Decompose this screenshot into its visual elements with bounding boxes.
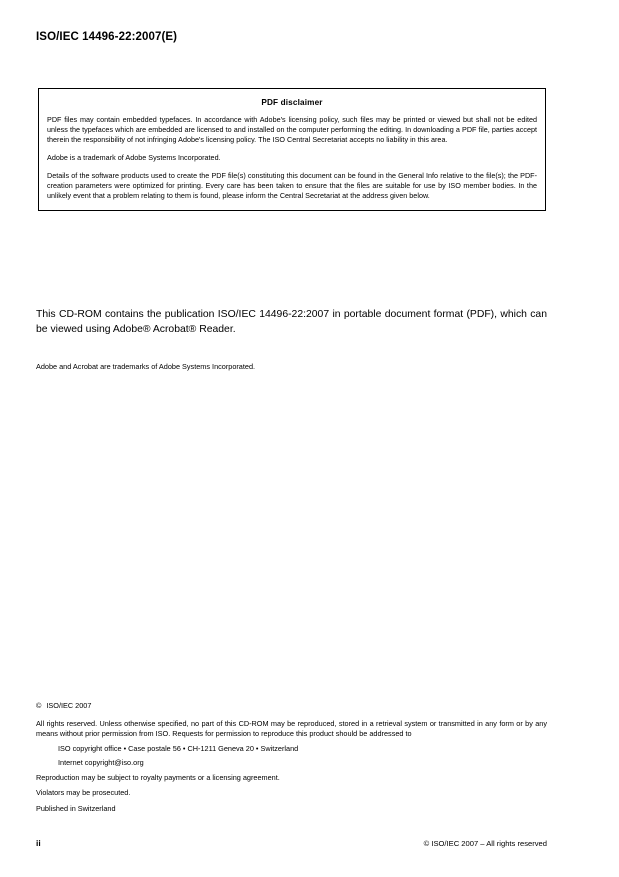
copyright-block [36, 701, 547, 820]
footer-page-number: ii [36, 838, 41, 848]
pdf-disclaimer-paragraph: PDF files may contain embedded typefaces. In accordance with Adobe's licensing policy, such files may be printed or viewed but shall not be edited unless the typefaces which are embedded are licensed to and installed on the computer performing the editing. In downloading a PDF file, parties accept therein the responsibility of not infringing Adobe's licensing policy. The ISO Central Secretariat accepts no liability in this area. [47, 115, 537, 145]
iso-copyright-office-address: ISO copyright office • Case postale 56 • CH-1211 Geneva 20 • Switzerland [58, 743, 299, 753]
pdf-disclaimer-paragraph: Details of the software products used to create the PDF file(s) constituting this document can be found in the General Info relative to the file(s); the PDF-creation parameters were optimized for printing. Every care has been taken to ensure that the files are suitable for use by ISO member bodies. In the unlikely event that a problem relating to them is found, please inform the Central Secretariat at the address given below. [47, 170, 537, 201]
footer-rights-statement: © ISO/IEC 2007 – All rights reserved [423, 839, 547, 848]
copyright-owner-line [36, 701, 547, 712]
pdf-disclaimer-title: PDF disclaimer [261, 98, 323, 107]
trademark-note: Adobe and Acrobat are trademarks of Adobe Systems Incorporated. [36, 362, 256, 372]
iso-copyright-internet-line: Internet copyright@iso.org [58, 758, 144, 768]
pdf-disclaimer-box [38, 88, 546, 211]
copyright-owner: ISO/IEC 2007 [46, 701, 92, 710]
cdrom-statement: This CD-ROM contains the publication ISO/IEC 14496-22:2007 in portable document format (PDF), which can be viewed using Adobe® Acrobat® Reader. [36, 309, 547, 335]
pdf-disclaimer-paragraph: Adobe is a trademark of Adobe Systems Incorporated. [47, 153, 221, 163]
document-header-reference: ISO/IEC 14496-22:2007(E) [36, 31, 178, 43]
copyright-symbol: © [36, 701, 42, 710]
document-body [36, 308, 547, 373]
violators-note: Violators may be prosecuted. [36, 788, 131, 798]
all-rights-reserved-text: All rights reserved. Unless otherwise specified, no part of this CD-ROM may be reproduced, stored in a retrieval system or transmitted in any form or by any means without prior permission from ISO. Requests for permission to reproduce this product should be addressed to [36, 718, 547, 739]
published-in-note: Published in Switzerland [36, 804, 116, 814]
royalty-note: Reproduction may be subject to royalty payments or a licensing agreement. [36, 772, 280, 782]
page-footer [36, 838, 547, 848]
